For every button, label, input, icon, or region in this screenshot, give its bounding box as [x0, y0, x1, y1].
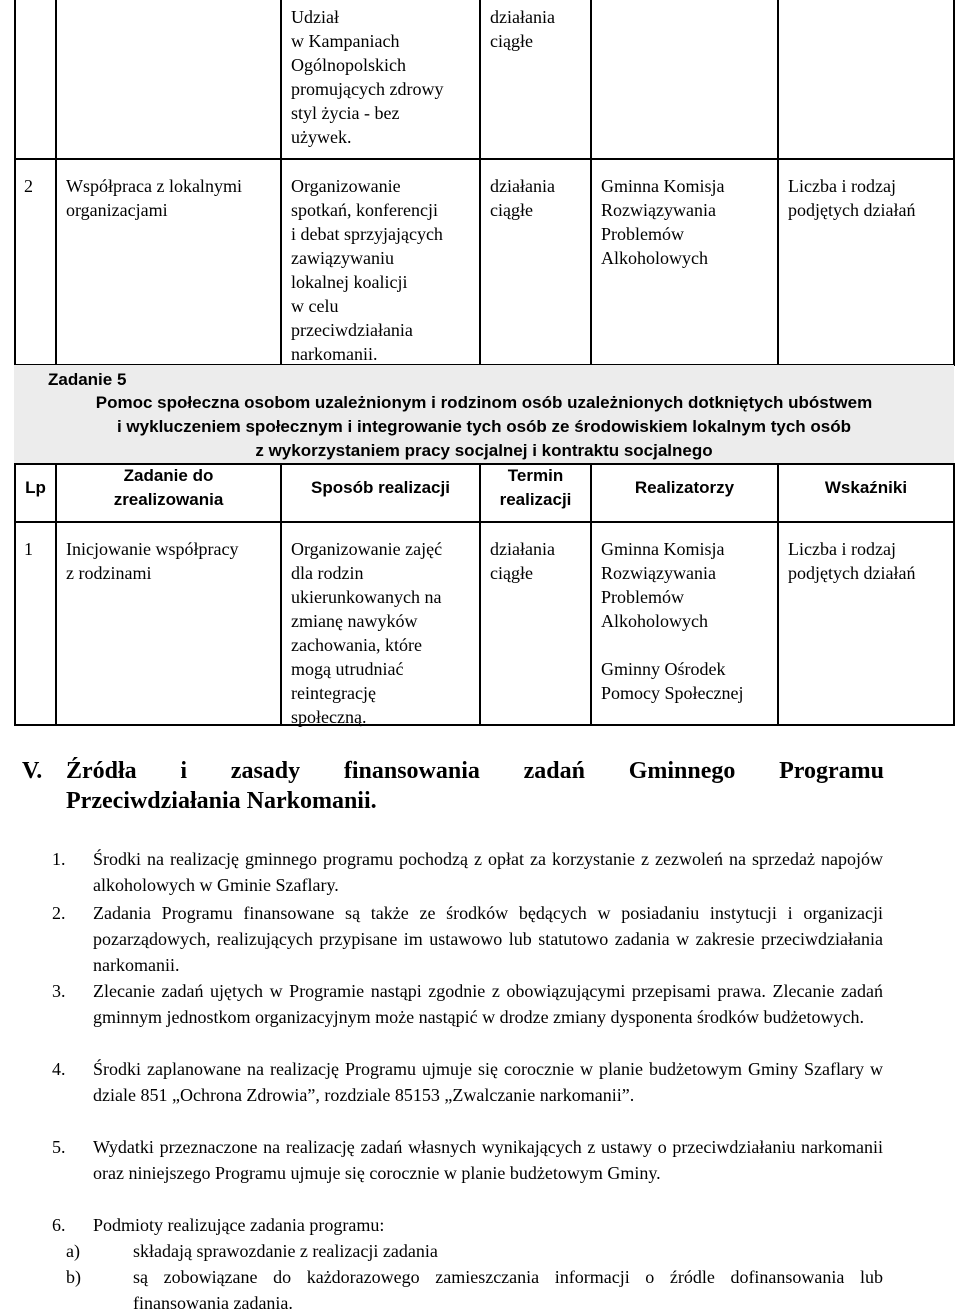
- column-header-sposob: Sposób realizacji: [311, 478, 450, 497]
- table-cell-sposob: Organizowanie zajęć dla rodzin ukierunkowanych na zmianę nawyków zachowania, które mogą utrudniać reintegrację społeczną.: [291, 539, 443, 727]
- table-border: [14, 0, 16, 364]
- task-description-line: Pomoc społeczna osobom uzależnionym i rodzinom osób uzależnionych dotkniętych ubóstwem: [95, 393, 873, 412]
- column-header-lp: Lp: [25, 478, 46, 497]
- table-cell-termin: działania ciągłe: [490, 7, 555, 51]
- table-border: [14, 158, 955, 160]
- task-description-line: z wykorzystaniem pracy socjalnej i kontraktu socjalnego: [255, 441, 713, 460]
- table-cell-zadanie: Współpraca z lokalnymi organizacjami: [66, 176, 242, 220]
- table-border: [777, 0, 779, 364]
- list-number: 3.: [52, 981, 66, 1001]
- table-border: [14, 521, 955, 523]
- section-number: V.: [22, 758, 43, 784]
- list-item-text: Wydatki przeznaczone na realizację zadań własnych wynikających z ustawy o przeciwdziałaniu narkomanii oraz niniejszego Programu ujmuje się corocznie w planie budżetowym Gminy.: [93, 1137, 883, 1183]
- section-title-word: zasady: [230, 758, 301, 784]
- table-cell-sposob: Udział w Kampaniach Ogólnopolskich promujących zdrowy styl życia - bez używek.: [291, 7, 444, 147]
- table-cell-zadanie: Inicjowanie współpracy z rodzinami: [66, 539, 239, 583]
- section-title-word: zadań: [523, 758, 585, 784]
- list-item-text: Podmioty realizujące zadania programu:: [93, 1215, 385, 1235]
- column-header-zadanie: Zadanie do zrealizowania: [113, 466, 224, 509]
- list-item-text: Zlecanie zadań ujętych w Programie nastąpi zgodnie z obowiązującymi przepisami prawa. Zlecanie zadań gminnym jednostkom organizacyjnym może nastąpić w drodze zmiany dysponenta środków budżetowych.: [93, 981, 883, 1027]
- task-label: Zadanie 5: [48, 370, 127, 389]
- list-item-text: Środki zaplanowane na realizację Programu ujmuje się corocznie w planie budżetowym Gminy Szaflary w dziale 851 „Ochrona Zdrowia”, rozdziale 85153 „Zwalczanie narkomanii”.: [93, 1059, 883, 1105]
- list-number: 4.: [52, 1059, 66, 1079]
- table-border: [280, 0, 282, 364]
- sublist-item-text: są zobowiązane do każdorazowego zamieszczania informacji o źródle dofinansowania lub finansowania zadania.: [133, 1267, 883, 1313]
- table-border: [55, 0, 57, 364]
- column-header-termin: Termin realizacji: [499, 466, 572, 509]
- table-cell-wskazniki: Liczba i rodzaj podjętych działań: [788, 539, 916, 583]
- section-title-word: finansowania: [343, 758, 480, 784]
- sublist-item-text: składają sprawozdanie z realizacji zadania: [133, 1241, 438, 1261]
- table-cell-lp: 2: [24, 176, 33, 196]
- list-number: 1.: [52, 849, 66, 869]
- table-border: [953, 463, 955, 726]
- table-cell-realizatorzy: Gminna Komisja Rozwiązywania Problemów Alkoholowych: [601, 176, 725, 268]
- column-header-wskazniki: Wskaźniki: [824, 478, 908, 497]
- table-border: [590, 463, 592, 726]
- sublist-letter: b): [66, 1267, 81, 1287]
- table-cell-termin: działania ciągłe: [490, 539, 555, 583]
- list-item-text: Środki na realizację gminnego programu pochodzą z opłat za korzystanie z zezwoleń na sprzedaż napojów alkoholowych w Gminie Szaflary.: [93, 849, 883, 895]
- section-title-word: Gminnego: [628, 758, 736, 784]
- task-description-line: i wykluczeniem społecznym i integrowanie tych osób ze środowiskiem lokalnym tych osób: [116, 417, 852, 436]
- list-item-text: Zadania Programu finansowane są także ze środków będących w posiadaniu instytucji i organizacji pozarządowych, realizujących przypisane im ustawowo lub statutowo zadania w zakresie przeciwdziałania narkomanii.: [93, 903, 883, 975]
- table-cell-sposob: Organizowanie spotkań, konferencji i debat sprzyjających zawiązywaniu lokalnej koalicji w celu przeciwdziałania narkomanii.: [291, 176, 443, 364]
- table-border: [280, 463, 282, 726]
- table-border: [777, 463, 779, 726]
- table-border: [14, 724, 955, 726]
- list-number: 6.: [52, 1215, 66, 1235]
- section-title-word: Programu: [779, 758, 884, 784]
- table-border: [953, 0, 955, 364]
- section-title-word: Źródła: [66, 758, 137, 784]
- list-number: 2.: [52, 903, 66, 923]
- table-border: [590, 0, 592, 364]
- table-border: [14, 463, 16, 726]
- table-cell-lp: 1: [24, 539, 33, 559]
- table-cell-termin: działania ciągłe: [490, 176, 555, 220]
- section-title-line: Przeciwdziałania Narkomanii.: [66, 788, 377, 814]
- list-number: 5.: [52, 1137, 66, 1157]
- sublist-letter: a): [66, 1241, 80, 1261]
- section-title-line: [66, 756, 884, 786]
- table-cell-realizatorzy: Gminna Komisja Rozwiązywania Problemów Alkoholowych Gminny Ośrodek Pomocy Społecznej: [601, 539, 744, 703]
- section-title-word: i: [180, 758, 188, 784]
- column-header-realizatorzy: Realizatorzy: [634, 478, 735, 497]
- table-border: [479, 0, 481, 364]
- table-cell-wskazniki: Liczba i rodzaj podjętych działań: [788, 176, 916, 220]
